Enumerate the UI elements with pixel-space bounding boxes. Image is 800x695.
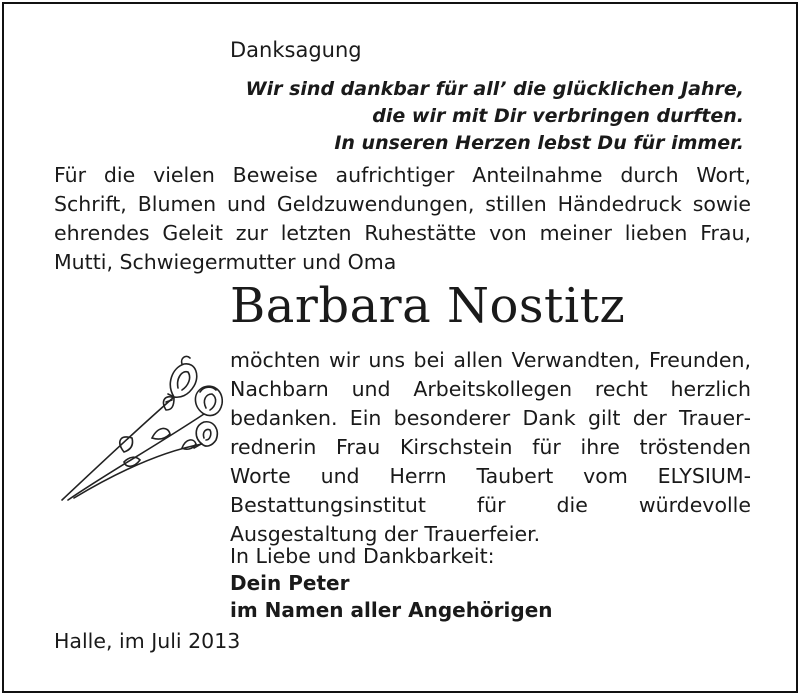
deceased-name: Barbara Nostitz <box>230 278 626 334</box>
motto-line-1: Wir sind dankbar für all’ die glücklichen Jahre, <box>245 78 744 100</box>
motto-line-2: die wir mit Dir verbringen durften. <box>372 105 744 127</box>
notice-heading: Danksagung <box>230 38 362 62</box>
closing-line: In Liebe und Dankbarkeit: <box>230 544 495 568</box>
thanks-paragraph: möchten wir uns bei allen Verwandten, Freunden, Nachbarn und Arbeitskollegen recht herzlich bedanken. Ein besonderer Dank gilt der Trauerrednerin Frau Kirschstein für ihre tröstenden Worte und Herrn Taubert vom ELYSIUM-Bestattungsinstitut für die würdevolle Ausgestaltung der Trauerfeier. <box>230 348 751 546</box>
signature-line-1: Dein Peter <box>230 571 350 595</box>
obituary-notice <box>2 2 798 693</box>
intro-paragraph: Für die vielen Beweise aufrichtiger Anteilnahme durch Wort, Schrift, Blumen und Geldzuwendungen, stillen Händedruck sowie ehrendes Geleit zur letzten Ruhestätte von meiner lieben Frau, Mutti, Schwiegermutter und Oma <box>54 163 751 274</box>
motto-line-3: In unseren Herzen lebst Du für immer. <box>334 132 744 154</box>
rose-drawing-icon <box>54 352 229 502</box>
signature-block <box>230 570 553 624</box>
signature-line-2: im Namen aller Angehörigen <box>230 598 553 622</box>
motto-verse <box>246 76 744 157</box>
place-date: Halle, im Juli 2013 <box>54 629 241 653</box>
